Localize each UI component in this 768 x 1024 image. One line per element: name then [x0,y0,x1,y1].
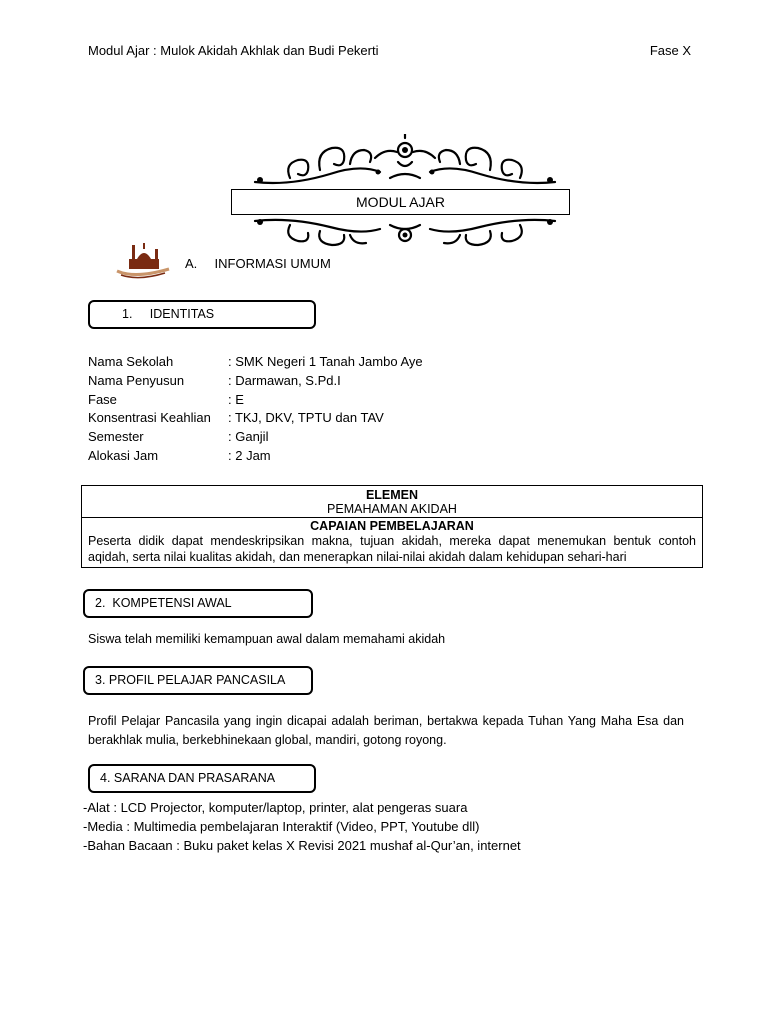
capaian-text: Peserta didik dapat mendeskripsikan makna, tujuan akidah, mereka dapat menemukan bentuk contoh aqidah, serta nilai kualitas akidah, dan menerapkan nilai-nilai akidah dalam kehidupan sehari-hari [88,534,696,564]
identitas-value: : Darmawan, S.Pd.I [228,373,341,388]
identitas-value: : TKJ, DKV, TPTU dan TAV [228,410,384,425]
sarana-heading: 4. SARANA DAN PRASARANA [100,771,276,785]
identitas-label: Fase [88,392,117,407]
identitas-value: : 2 Jam [228,448,271,463]
section-a-label: INFORMASI UMUM [214,256,331,271]
kompetensi-heading-box [83,589,313,618]
elemen-value: PEMAHAMAN AKIDAH [327,502,457,516]
floral-ornament-icon [250,215,560,247]
identitas-label: Nama Penyusun [88,373,185,388]
capaian-cell [82,518,702,567]
identitas-label: Semester [88,429,144,444]
identitas-value: : Ganjil [228,429,269,444]
profil-heading: 3. PROFIL PELAJAR PANCASILA [95,673,286,687]
identitas-label: Alokasi Jam [88,448,159,463]
header-right: Fase X [649,43,691,58]
identitas-row [88,429,268,444]
profil-heading-box [83,666,313,695]
identitas-value: : SMK Negeri 1 Tanah Jambo Aye [228,354,423,369]
kompetensi-heading: 2. KOMPETENSI AWAL [95,596,232,610]
identitas-label: Konsentrasi Keahlian [88,410,211,425]
header-left: Modul Ajar : Mulok Akidah Akhlak dan Budi Pekerti [88,43,379,58]
elemen-table [81,485,703,568]
kompetensi-text: Siswa telah memiliki kemampuan awal dalam memahami akidah [88,632,446,646]
identitas-value: : E [228,392,244,407]
elemen-heading: ELEMEN [365,488,419,502]
profil-text: Profil Pelajar Pancasila yang ingin dicapai adalah beriman, bertakwa kepada Tuhan Yang Maha Esa dan berakhlak mulia, berkebhinekaan global, mandiri, gotong royong. [88,714,684,747]
identitas-row [88,448,271,463]
identitas-row [88,410,384,425]
section-a-marker: A. [185,256,198,271]
identitas-row [88,354,423,369]
identitas-row [88,373,341,388]
sarana-item: -Alat : LCD Projector, komputer/laptop, printer, alat pengeras suara [83,800,468,815]
identitas-label: Nama Sekolah [88,354,174,369]
identitas-heading-box [88,300,316,329]
sarana-item: -Bahan Bacaan : Buku paket kelas X Revisi 2021 mushaf al-Qur’an, internet [83,838,521,853]
section-a-heading [185,256,331,271]
floral-ornament-icon [250,134,560,190]
sarana-list [83,798,521,855]
identitas-heading: 1. IDENTITAS [122,307,215,321]
mosque-icon [115,241,171,279]
identitas-row [88,392,244,407]
sarana-heading-box [88,764,316,793]
capaian-heading: CAPAIAN PEMBELAJARAN [310,519,474,533]
page-title: MODUL AJAR [231,189,570,215]
elemen-cell [82,486,702,518]
sarana-item: -Media : Multimedia pembelajaran Interaktif (Video, PPT, Youtube dll) [83,819,480,834]
